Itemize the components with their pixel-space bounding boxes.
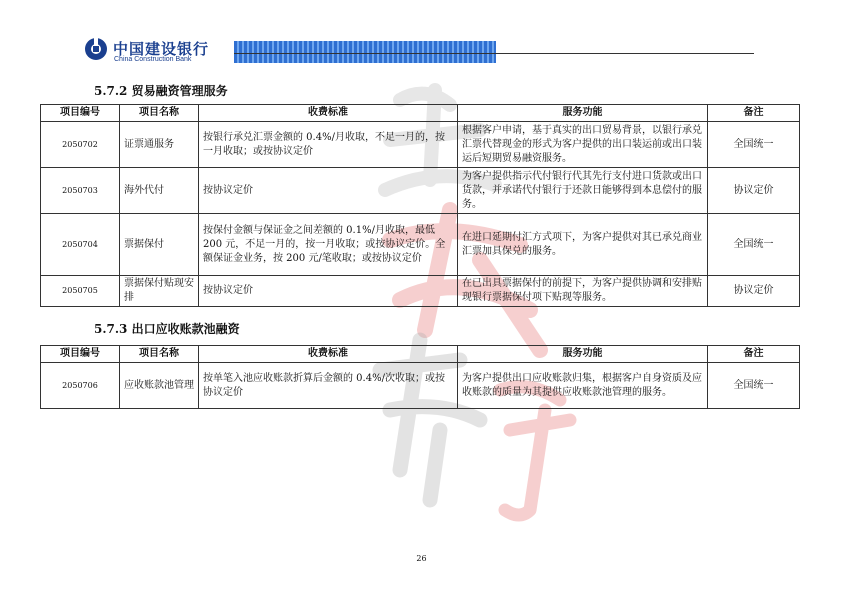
header-decor-bar xyxy=(234,41,496,63)
col-header-fee: 收费标准 xyxy=(199,346,458,363)
fee-table-receivables-pool xyxy=(40,345,800,409)
table-header-row xyxy=(41,105,800,122)
item-name: 票据保付 xyxy=(120,214,199,276)
ccb-logo-icon xyxy=(84,37,108,61)
table-header-row xyxy=(41,346,800,363)
item-code: 2050705 xyxy=(41,276,120,307)
table-row xyxy=(41,168,800,214)
item-code: 2050702 xyxy=(41,122,120,168)
col-header-fee: 收费标准 xyxy=(199,105,458,122)
remark: 协议定价 xyxy=(708,276,800,307)
table-row xyxy=(41,214,800,276)
col-header-code: 项目编号 xyxy=(41,105,120,122)
service-function: 为客户提供指示代付银行代其先行支付进口货款或出口货款，并承诺代付银行于还款日能够得到本息偿付的服务。 xyxy=(458,168,708,214)
table-row xyxy=(41,363,800,409)
item-name: 票据保付贴现安排 xyxy=(120,276,199,307)
remark: 全国统一 xyxy=(708,214,800,276)
item-code: 2050703 xyxy=(41,168,120,214)
remark: 协议定价 xyxy=(708,168,800,214)
page-header xyxy=(84,37,764,71)
item-code: 2050706 xyxy=(41,363,120,409)
section-title-trade-finance: 5.7.2 贸易融资管理服务 xyxy=(94,84,228,98)
col-header-name: 项目名称 xyxy=(120,346,199,363)
fee-standard: 按协议定价 xyxy=(199,168,458,214)
service-function: 在已出具票据保付的前提下，为客户提供协调和安排贴现银行票据保付项下贴现等服务。 xyxy=(458,276,708,307)
header-rule xyxy=(234,53,754,54)
fee-table-trade-finance xyxy=(40,104,800,307)
col-header-function: 服务功能 xyxy=(458,105,708,122)
service-function: 在进口延期付汇方式项下，为客户提供对其已承兑商业汇票加具保兑的服务。 xyxy=(458,214,708,276)
col-header-name: 项目名称 xyxy=(120,105,199,122)
bank-name-en: China Construction Bank xyxy=(114,56,192,63)
fee-standard: 按保付金额与保证金之间差额的 0.1%/月收取，最低 200 元，不足一月的，按一月收取；或按协议定价。全额保证金业务，按 200 元/笔收取；或按协议定价 xyxy=(199,214,458,276)
item-code: 2050704 xyxy=(41,214,120,276)
item-name: 应收账款池管理 xyxy=(120,363,199,409)
fee-standard: 按协议定价 xyxy=(199,276,458,307)
table-row xyxy=(41,276,800,307)
col-header-note: 备注 xyxy=(708,346,800,363)
service-function: 根据客户申请，基于真实的出口贸易背景，以银行承兑汇票代替现金的形式为客户提供的出口装运前或出口装运后短期贸易融资服务。 xyxy=(458,122,708,168)
item-name: 海外代付 xyxy=(120,168,199,214)
fee-standard: 按单笔入池应收账款折算后金额的 0.4%/次收取；或按协议定价 xyxy=(199,363,458,409)
col-header-function: 服务功能 xyxy=(458,346,708,363)
item-name: 证票通服务 xyxy=(120,122,199,168)
remark: 全国统一 xyxy=(708,363,800,409)
col-header-note: 备注 xyxy=(708,105,800,122)
section-title-receivables-pool: 5.7.3 出口应收账款池融资 xyxy=(94,322,240,336)
fee-standard: 按银行承兑汇票金额的 0.4%/月收取，不足一月的，按一月收取；或按协议定价 xyxy=(199,122,458,168)
bank-name-cn: 中国建设银行 xyxy=(113,40,210,58)
col-header-code: 项目编号 xyxy=(41,346,120,363)
service-function: 为客户提供出口应收账款归集，根据客户自身资质及应收账款的质量为其提供应收账款池管理的服务。 xyxy=(458,363,708,409)
remark: 全国统一 xyxy=(708,122,800,168)
page-number: 26 xyxy=(416,554,427,563)
table-row xyxy=(41,122,800,168)
